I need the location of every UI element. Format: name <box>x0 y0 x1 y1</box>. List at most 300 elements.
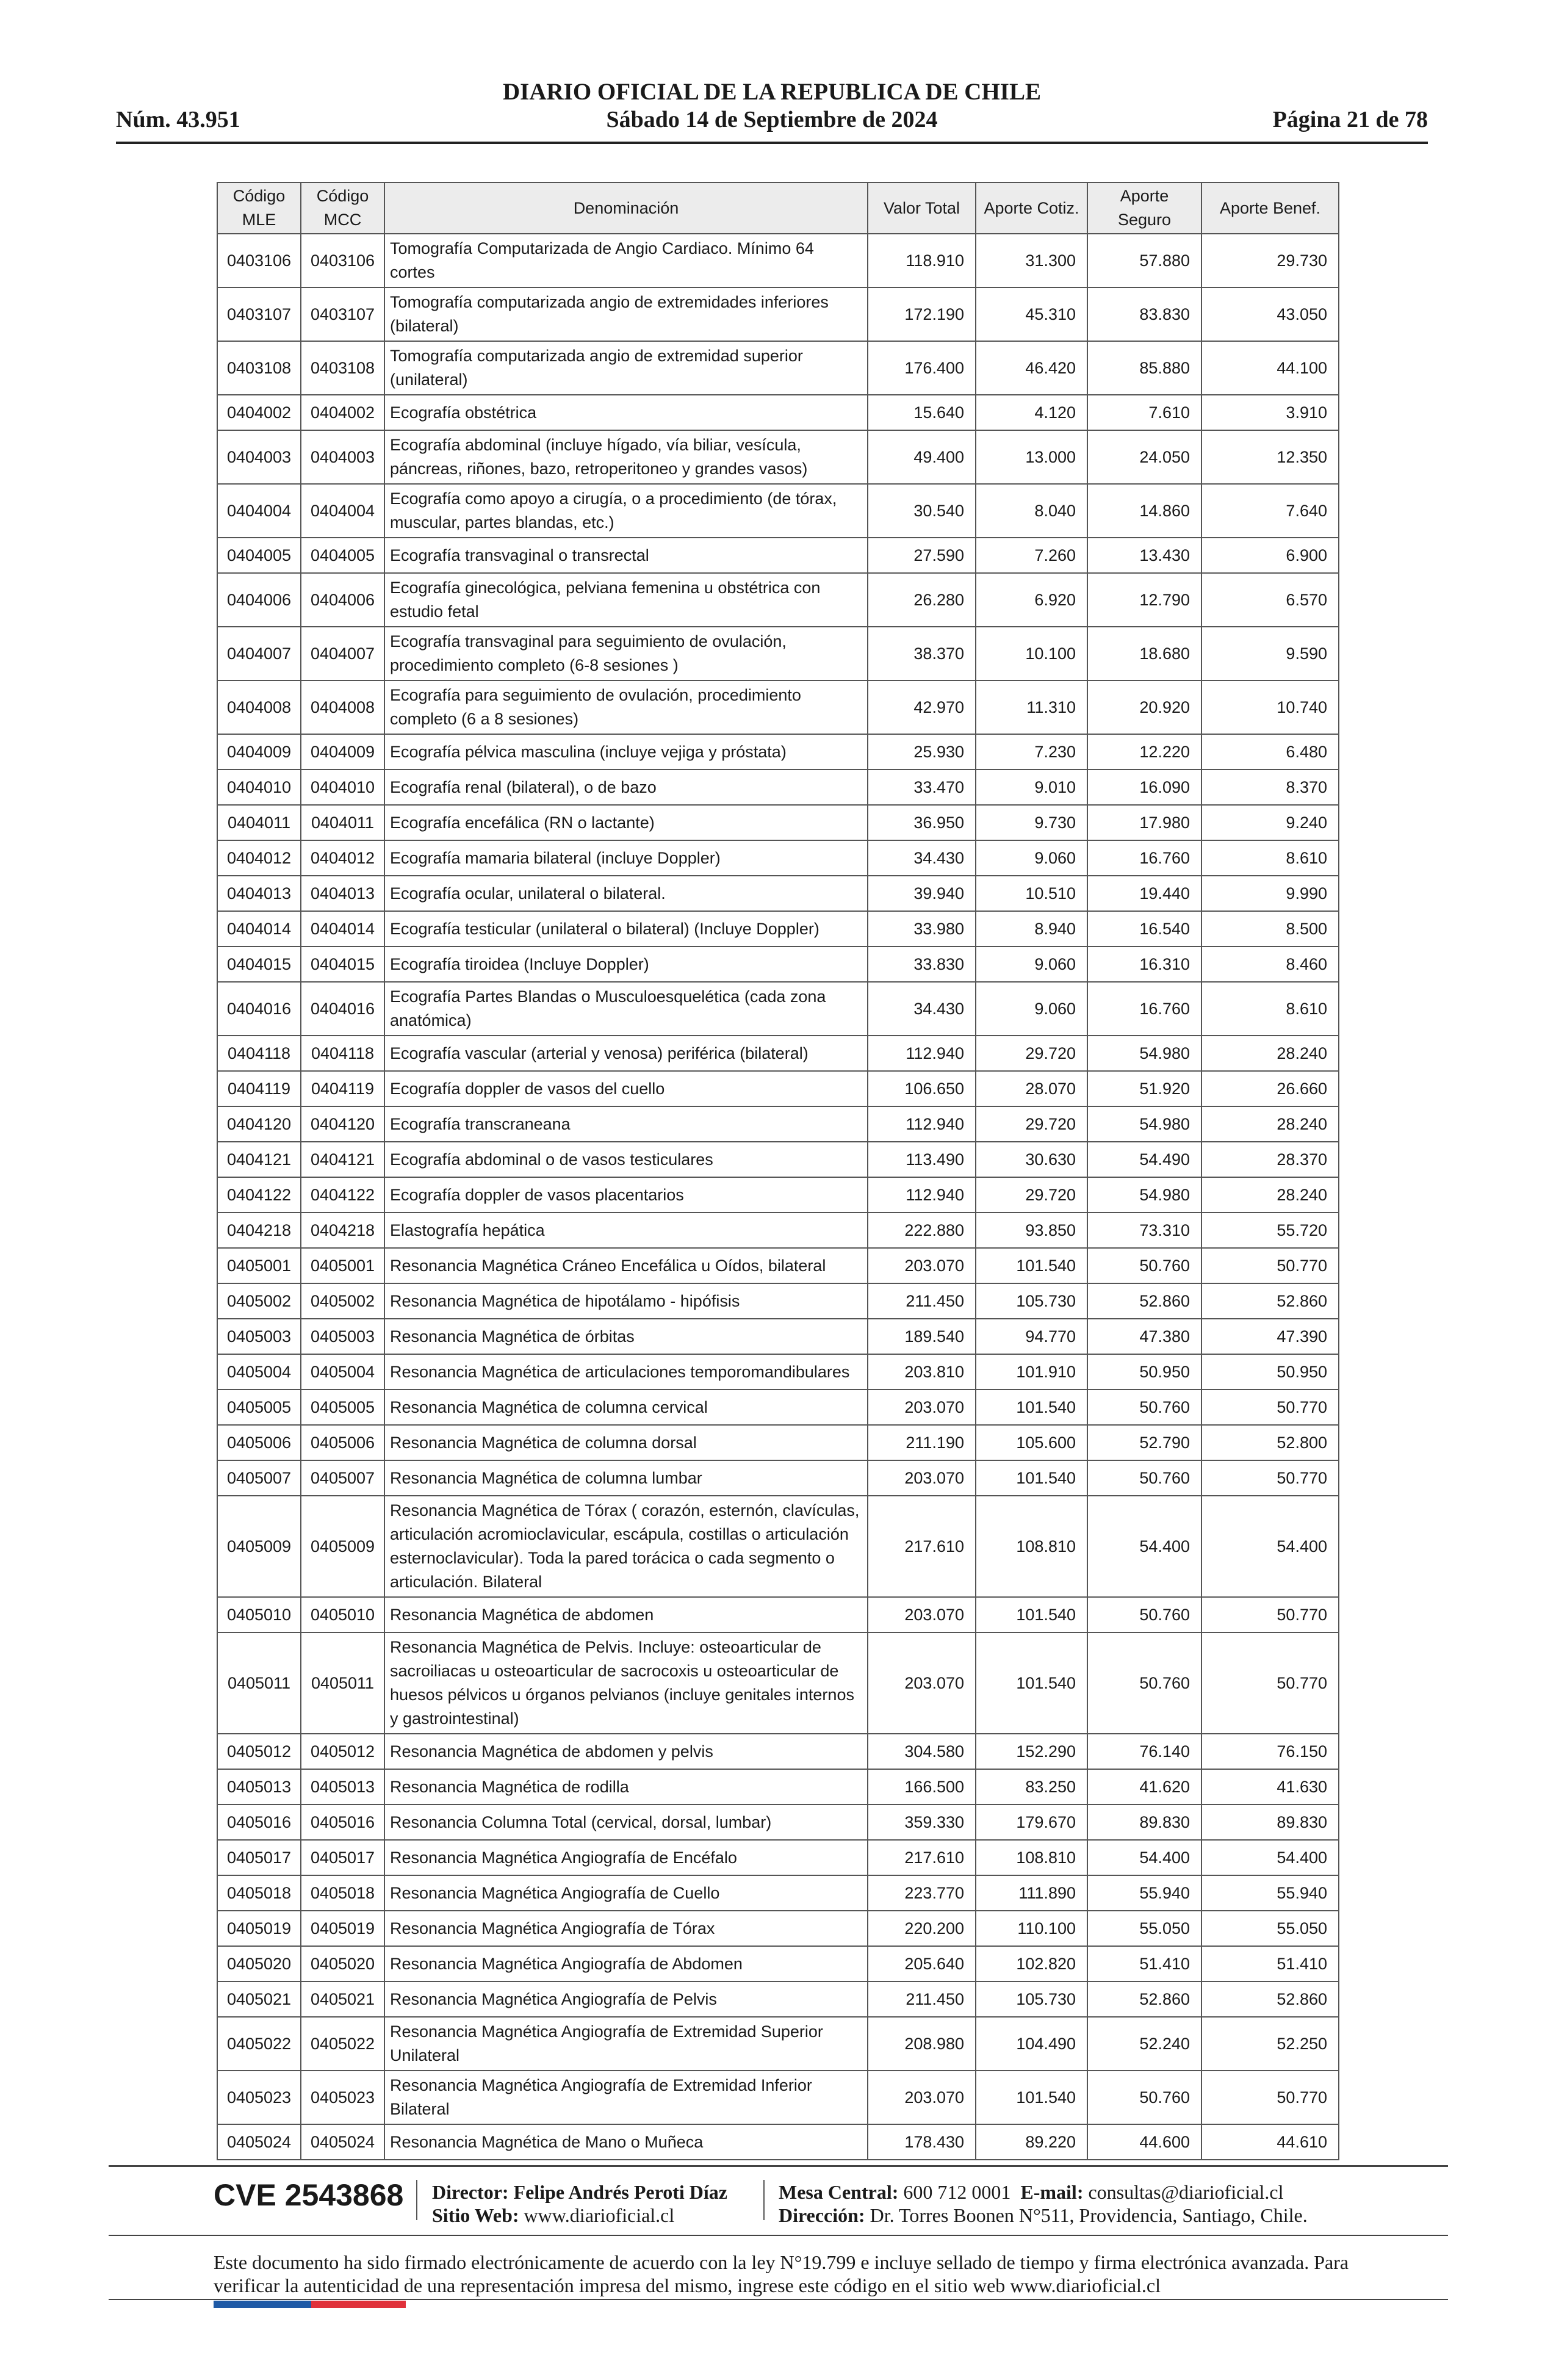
cell-valor-total: 112.940 <box>868 1177 976 1213</box>
cell-codigo-mcc: 0404002 <box>301 395 384 430</box>
cell-denominacion: Resonancia Magnética Cráneo Encefálica u Oídos, bilateral <box>384 1248 868 1283</box>
cell-aporte-cotiz: 29.720 <box>976 1177 1087 1213</box>
cell-aporte-cotiz: 9.060 <box>976 947 1087 982</box>
cell-aporte-cotiz: 46.420 <box>976 341 1087 395</box>
cell-aporte-cotiz: 105.600 <box>976 1425 1087 1460</box>
cell-codigo-mle: 0405018 <box>217 1875 301 1911</box>
cell-valor-total: 106.650 <box>868 1071 976 1106</box>
cell-aporte-cotiz: 8.940 <box>976 911 1087 947</box>
table-row <box>217 341 1339 395</box>
publication-title: DIARIO OFICIAL DE LA REPUBLICA DE CHILE <box>502 79 1041 105</box>
cell-aporte-cotiz: 10.100 <box>976 627 1087 680</box>
cell-aporte-benef: 8.610 <box>1201 982 1339 1036</box>
table-row <box>217 1354 1339 1390</box>
cell-valor-total: 203.070 <box>868 1460 976 1496</box>
cell-aporte-benef: 52.250 <box>1201 2017 1339 2071</box>
cell-valor-total: 166.500 <box>868 1769 976 1805</box>
cell-aporte-seguro: 24.050 <box>1087 430 1201 484</box>
cell-aporte-benef: 47.390 <box>1201 1319 1339 1354</box>
cell-valor-total: 33.470 <box>868 770 976 805</box>
brand-bar-red <box>311 2301 406 2308</box>
cell-aporte-seguro: 7.610 <box>1087 395 1201 430</box>
cell-valor-total: 189.540 <box>868 1319 976 1354</box>
cell-codigo-mle: 0405003 <box>217 1319 301 1354</box>
cell-codigo-mcc: 0403106 <box>301 234 384 287</box>
cell-codigo-mle: 0404122 <box>217 1177 301 1213</box>
table-row <box>217 1460 1339 1496</box>
cell-aporte-benef: 41.630 <box>1201 1769 1339 1805</box>
cell-denominacion: Elastografía hepática <box>384 1213 868 1248</box>
table-row <box>217 1106 1339 1142</box>
table-row <box>217 911 1339 947</box>
cell-aporte-cotiz: 111.890 <box>976 1875 1087 1911</box>
address-value: Dr. Torres Boonen N°511, Providencia, Santiago, Chile. <box>870 2204 1308 2226</box>
cell-codigo-mcc: 0404016 <box>301 982 384 1036</box>
cell-aporte-cotiz: 104.490 <box>976 2017 1087 2071</box>
table-row <box>217 627 1339 680</box>
cell-denominacion: Resonancia Magnética de rodilla <box>384 1769 868 1805</box>
cell-codigo-mle: 0405005 <box>217 1390 301 1425</box>
cell-codigo-mcc: 0405017 <box>301 1840 384 1875</box>
cell-codigo-mcc: 0404007 <box>301 627 384 680</box>
cell-codigo-mle: 0404120 <box>217 1106 301 1142</box>
table-row <box>217 287 1339 341</box>
cell-valor-total: 211.190 <box>868 1425 976 1460</box>
cell-aporte-cotiz: 108.810 <box>976 1840 1087 1875</box>
cell-codigo-mle: 0404121 <box>217 1142 301 1177</box>
cell-aporte-seguro: 41.620 <box>1087 1769 1201 1805</box>
table-row <box>217 1142 1339 1177</box>
cell-codigo-mcc: 0405020 <box>301 1946 384 1982</box>
cell-aporte-seguro: 54.490 <box>1087 1142 1201 1177</box>
table-row <box>217 982 1339 1036</box>
cell-aporte-cotiz: 94.770 <box>976 1319 1087 1354</box>
table-row <box>217 770 1339 805</box>
cell-denominacion: Ecografía transvaginal o transrectal <box>384 538 868 573</box>
table-row <box>217 2071 1339 2124</box>
cell-aporte-seguro: 12.220 <box>1087 734 1201 770</box>
cell-valor-total: 359.330 <box>868 1805 976 1840</box>
cell-codigo-mle: 0403107 <box>217 287 301 341</box>
cell-valor-total: 211.450 <box>868 1283 976 1319</box>
cell-aporte-cotiz: 101.540 <box>976 1460 1087 1496</box>
cell-aporte-benef: 52.800 <box>1201 1425 1339 1460</box>
cell-denominacion: Ecografía renal (bilateral), o de bazo <box>384 770 868 805</box>
cell-codigo-mcc: 0404005 <box>301 538 384 573</box>
cell-aporte-benef: 6.900 <box>1201 538 1339 573</box>
cell-denominacion: Resonancia Magnética Angiografía de Abdomen <box>384 1946 868 1982</box>
cell-denominacion: Ecografía transcraneana <box>384 1106 868 1142</box>
cell-aporte-benef: 28.370 <box>1201 1142 1339 1177</box>
cell-aporte-cotiz: 101.540 <box>976 1390 1087 1425</box>
cell-aporte-cotiz: 13.000 <box>976 430 1087 484</box>
cell-aporte-cotiz: 105.730 <box>976 1982 1087 2017</box>
director-name: Felipe Andrés Peroti Díaz <box>513 2181 727 2203</box>
cell-codigo-mcc: 0405022 <box>301 2017 384 2071</box>
cell-valor-total: 208.980 <box>868 2017 976 2071</box>
cell-codigo-mcc: 0404004 <box>301 484 384 538</box>
footer-director-block <box>432 2180 727 2227</box>
cell-aporte-seguro: 50.760 <box>1087 2071 1201 2124</box>
cell-aporte-cotiz: 9.730 <box>976 805 1087 840</box>
cell-aporte-benef: 7.640 <box>1201 484 1339 538</box>
cell-denominacion: Resonancia Magnética de Tórax ( corazón, esternón, clavículas, articulación acromioclavicular, escápula, costillas o articulación esternoclavicular). Toda la pared torácica o cada segmento o articulación. Bilateral <box>384 1496 868 1597</box>
cell-valor-total: 33.980 <box>868 911 976 947</box>
issue-date: Sábado 14 de Septiembre de 2024 <box>606 107 938 132</box>
cell-denominacion: Ecografía testicular (unilateral o bilateral) (Incluye Doppler) <box>384 911 868 947</box>
cell-denominacion: Resonancia Magnética Angiografía de Tórax <box>384 1911 868 1946</box>
cell-denominacion: Resonancia Magnética Angiografía de Cuello <box>384 1875 868 1911</box>
cell-aporte-benef: 28.240 <box>1201 1106 1339 1142</box>
cell-codigo-mle: 0405004 <box>217 1354 301 1390</box>
cell-valor-total: 33.830 <box>868 947 976 982</box>
table-row <box>217 1840 1339 1875</box>
col-header-denominacion: Denominación <box>384 182 868 234</box>
cell-aporte-cotiz: 31.300 <box>976 234 1087 287</box>
cell-codigo-mcc: 0405005 <box>301 1390 384 1425</box>
cell-codigo-mcc: 0404013 <box>301 876 384 911</box>
cell-codigo-mle: 0404007 <box>217 627 301 680</box>
table-row <box>217 234 1339 287</box>
table-row <box>217 840 1339 876</box>
page-number: Página 21 de 78 <box>1272 107 1428 132</box>
table-header-row <box>217 182 1339 234</box>
cell-denominacion: Resonancia Magnética de órbitas <box>384 1319 868 1354</box>
cell-denominacion: Resonancia Magnética de articulaciones temporomandibulares <box>384 1354 868 1390</box>
cell-aporte-benef: 26.660 <box>1201 1071 1339 1106</box>
cell-codigo-mle: 0404004 <box>217 484 301 538</box>
cell-codigo-mcc: 0405012 <box>301 1734 384 1769</box>
cell-denominacion: Ecografía para seguimiento de ovulación, procedimiento completo (6 a 8 sesiones) <box>384 680 868 734</box>
cell-codigo-mle: 0405021 <box>217 1982 301 2017</box>
cell-denominacion: Ecografía vascular (arterial y venosa) periférica (bilateral) <box>384 1036 868 1071</box>
table-row <box>217 573 1339 627</box>
col-header-aporte-cotiz: Aporte Cotiz. <box>976 182 1087 234</box>
cell-denominacion: Ecografía obstétrica <box>384 395 868 430</box>
cell-aporte-cotiz: 101.540 <box>976 1248 1087 1283</box>
cell-aporte-benef: 29.730 <box>1201 234 1339 287</box>
cell-aporte-seguro: 52.240 <box>1087 2017 1201 2071</box>
cell-aporte-seguro: 55.050 <box>1087 1911 1201 1946</box>
cell-codigo-mcc: 0405001 <box>301 1248 384 1283</box>
cell-codigo-mle: 0405020 <box>217 1946 301 1982</box>
cell-aporte-benef: 50.770 <box>1201 1248 1339 1283</box>
cell-valor-total: 34.430 <box>868 840 976 876</box>
cell-aporte-seguro: 13.430 <box>1087 538 1201 573</box>
table-row <box>217 734 1339 770</box>
cell-codigo-mcc: 0404006 <box>301 573 384 627</box>
page-header <box>116 74 1428 145</box>
cell-denominacion: Ecografía transvaginal para seguimiento de ovulación, procedimiento completo (6-8 sesiones ) <box>384 627 868 680</box>
cell-denominacion: Ecografía abdominal (incluye hígado, vía biliar, vesícula, páncreas, riñones, bazo, retroperitoneo y grandes vasos) <box>384 430 868 484</box>
table-row <box>217 1071 1339 1106</box>
cell-codigo-mle: 0404005 <box>217 538 301 573</box>
table-row <box>217 1632 1339 1734</box>
cell-valor-total: 203.070 <box>868 2071 976 2124</box>
cell-codigo-mle: 0404009 <box>217 734 301 770</box>
table-row <box>217 1769 1339 1805</box>
cell-codigo-mle: 0404002 <box>217 395 301 430</box>
cell-aporte-seguro: 52.860 <box>1087 1982 1201 2017</box>
cell-aporte-cotiz: 10.510 <box>976 876 1087 911</box>
cell-codigo-mcc: 0404014 <box>301 911 384 947</box>
cell-codigo-mle: 0405013 <box>217 1769 301 1805</box>
cell-aporte-cotiz: 102.820 <box>976 1946 1087 1982</box>
mesa-label: Mesa Central: <box>779 2181 899 2203</box>
table-row <box>217 430 1339 484</box>
cell-aporte-seguro: 17.980 <box>1087 805 1201 840</box>
cell-codigo-mcc: 0404009 <box>301 734 384 770</box>
table-row <box>217 1390 1339 1425</box>
cell-valor-total: 49.400 <box>868 430 976 484</box>
footer-bottom-divider <box>109 2299 1448 2300</box>
cell-aporte-seguro: 50.950 <box>1087 1354 1201 1390</box>
table-row <box>217 876 1339 911</box>
cell-denominacion: Ecografía doppler de vasos del cuello <box>384 1071 868 1106</box>
cell-codigo-mle: 0404010 <box>217 770 301 805</box>
cell-denominacion: Resonancia Magnética de Pelvis. Incluye: osteoarticular de sacroiliacas u osteoarticular de sacrocoxis u osteoarticular de huesos pélvicos u órganos pelvianos (incluye genitales internos y gastrointestinal) <box>384 1632 868 1734</box>
table-row <box>217 1213 1339 1248</box>
table-row <box>217 1496 1339 1597</box>
director-label: Director: <box>432 2181 509 2203</box>
email-link[interactable]: consultas@diarioficial.cl <box>1088 2181 1284 2203</box>
cell-denominacion: Ecografía pélvica masculina (incluye vejiga y próstata) <box>384 734 868 770</box>
cell-aporte-seguro: 19.440 <box>1087 876 1201 911</box>
cell-codigo-mcc: 0405023 <box>301 2071 384 2124</box>
cell-codigo-mcc: 0404118 <box>301 1036 384 1071</box>
cell-valor-total: 25.930 <box>868 734 976 770</box>
cell-aporte-benef: 55.940 <box>1201 1875 1339 1911</box>
cell-valor-total: 112.940 <box>868 1106 976 1142</box>
footer-separator <box>763 2180 765 2220</box>
cell-codigo-mle: 0404012 <box>217 840 301 876</box>
cell-codigo-mle: 0405009 <box>217 1496 301 1597</box>
cell-codigo-mcc: 0405011 <box>301 1632 384 1734</box>
cell-denominacion: Resonancia Magnética de columna lumbar <box>384 1460 868 1496</box>
cell-codigo-mcc: 0404011 <box>301 805 384 840</box>
table-row <box>217 538 1339 573</box>
col-header-aporte-benef: Aporte Benef. <box>1201 182 1339 234</box>
cell-codigo-mcc: 0404008 <box>301 680 384 734</box>
cell-aporte-benef: 50.950 <box>1201 1354 1339 1390</box>
footer-mid-divider <box>109 2235 1448 2236</box>
cell-aporte-benef: 50.770 <box>1201 1390 1339 1425</box>
table-row <box>217 805 1339 840</box>
cell-codigo-mle: 0404003 <box>217 430 301 484</box>
cell-aporte-cotiz: 4.120 <box>976 395 1087 430</box>
cell-valor-total: 203.070 <box>868 1597 976 1632</box>
cell-aporte-cotiz: 8.040 <box>976 484 1087 538</box>
web-link[interactable]: www.diarioficial.cl <box>524 2204 675 2226</box>
table-row <box>217 1911 1339 1946</box>
table-row <box>217 1283 1339 1319</box>
cell-aporte-benef: 8.370 <box>1201 770 1339 805</box>
cell-denominacion: Resonancia Columna Total (cervical, dorsal, lumbar) <box>384 1805 868 1840</box>
cell-aporte-seguro: 20.920 <box>1087 680 1201 734</box>
cell-aporte-seguro: 54.980 <box>1087 1036 1201 1071</box>
cell-aporte-benef: 44.610 <box>1201 2124 1339 2160</box>
cell-codigo-mle: 0405019 <box>217 1911 301 1946</box>
cell-denominacion: Ecografía doppler de vasos placentarios <box>384 1177 868 1213</box>
cell-denominacion: Tomografía computarizada angio de extremidad superior (unilateral) <box>384 341 868 395</box>
cell-codigo-mle: 0404119 <box>217 1071 301 1106</box>
email-label: E-mail: <box>1020 2181 1084 2203</box>
cell-valor-total: 172.190 <box>868 287 976 341</box>
cell-aporte-benef: 3.910 <box>1201 395 1339 430</box>
cell-denominacion: Resonancia Magnética de columna dorsal <box>384 1425 868 1460</box>
cell-codigo-mle: 0403108 <box>217 341 301 395</box>
cell-denominacion: Tomografía Computarizada de Angio Cardiaco. Mínimo 64 cortes <box>384 234 868 287</box>
cell-aporte-cotiz: 101.540 <box>976 2071 1087 2124</box>
cell-codigo-mcc: 0405019 <box>301 1911 384 1946</box>
cell-aporte-seguro: 52.860 <box>1087 1283 1201 1319</box>
cell-aporte-seguro: 16.090 <box>1087 770 1201 805</box>
cell-valor-total: 38.370 <box>868 627 976 680</box>
cell-valor-total: 211.450 <box>868 1982 976 2017</box>
cell-valor-total: 217.610 <box>868 1496 976 1597</box>
cell-aporte-benef: 44.100 <box>1201 341 1339 395</box>
cell-aporte-cotiz: 108.810 <box>976 1496 1087 1597</box>
header-divider <box>116 142 1428 144</box>
cell-aporte-seguro: 51.410 <box>1087 1946 1201 1982</box>
cell-aporte-cotiz: 101.910 <box>976 1354 1087 1390</box>
cell-aporte-benef: 28.240 <box>1201 1177 1339 1213</box>
cell-codigo-mle: 0403106 <box>217 234 301 287</box>
tariff-table <box>217 182 1339 2160</box>
cell-aporte-cotiz: 7.230 <box>976 734 1087 770</box>
cell-aporte-seguro: 54.980 <box>1087 1106 1201 1142</box>
cell-aporte-benef: 28.240 <box>1201 1036 1339 1071</box>
cell-valor-total: 15.640 <box>868 395 976 430</box>
cell-codigo-mle: 0404011 <box>217 805 301 840</box>
cell-aporte-seguro: 50.760 <box>1087 1248 1201 1283</box>
table-row <box>217 1734 1339 1769</box>
table-row <box>217 1425 1339 1460</box>
cell-codigo-mcc: 0405009 <box>301 1496 384 1597</box>
cell-aporte-seguro: 54.400 <box>1087 1496 1201 1597</box>
cell-denominacion: Ecografía como apoyo a cirugía, o a procedimiento (de tórax, muscular, partes blandas, etc.) <box>384 484 868 538</box>
cell-aporte-cotiz: 105.730 <box>976 1283 1087 1319</box>
cell-aporte-seguro: 50.760 <box>1087 1632 1201 1734</box>
cell-aporte-seguro: 73.310 <box>1087 1213 1201 1248</box>
cell-codigo-mcc: 0404121 <box>301 1142 384 1177</box>
cell-aporte-seguro: 51.920 <box>1087 1071 1201 1106</box>
cell-aporte-benef: 50.770 <box>1201 1460 1339 1496</box>
cell-denominacion: Ecografía mamaria bilateral (incluye Doppler) <box>384 840 868 876</box>
cell-denominacion: Resonancia Magnética Angiografía de Extremidad Inferior Bilateral <box>384 2071 868 2124</box>
cell-valor-total: 304.580 <box>868 1734 976 1769</box>
cell-aporte-seguro: 16.310 <box>1087 947 1201 982</box>
cell-valor-total: 36.950 <box>868 805 976 840</box>
cell-aporte-cotiz: 7.260 <box>976 538 1087 573</box>
cell-codigo-mcc: 0404120 <box>301 1106 384 1142</box>
cell-codigo-mle: 0404218 <box>217 1213 301 1248</box>
cell-codigo-mcc: 0403108 <box>301 341 384 395</box>
cell-codigo-mcc: 0405006 <box>301 1425 384 1460</box>
cell-codigo-mcc: 0405007 <box>301 1460 384 1496</box>
cell-codigo-mcc: 0405021 <box>301 1982 384 2017</box>
cell-aporte-benef: 9.590 <box>1201 627 1339 680</box>
cell-aporte-cotiz: 9.010 <box>976 770 1087 805</box>
cell-codigo-mle: 0405012 <box>217 1734 301 1769</box>
cell-aporte-seguro: 12.790 <box>1087 573 1201 627</box>
table-row <box>217 1248 1339 1283</box>
cell-codigo-mcc: 0405024 <box>301 2124 384 2160</box>
cell-aporte-seguro: 44.600 <box>1087 2124 1201 2160</box>
cell-codigo-mle: 0405023 <box>217 2071 301 2124</box>
cell-aporte-cotiz: 29.720 <box>976 1036 1087 1071</box>
cell-codigo-mle: 0405016 <box>217 1805 301 1840</box>
cell-denominacion: Ecografía ginecológica, pelviana femenina u obstétrica con estudio fetal <box>384 573 868 627</box>
cell-aporte-benef: 50.770 <box>1201 1597 1339 1632</box>
footer-contact-block <box>779 2180 1308 2227</box>
cell-aporte-cotiz: 9.060 <box>976 840 1087 876</box>
cell-denominacion: Ecografía abdominal o de vasos testiculares <box>384 1142 868 1177</box>
cell-codigo-mcc: 0404010 <box>301 770 384 805</box>
table-row <box>217 1875 1339 1911</box>
cell-aporte-cotiz: 29.720 <box>976 1106 1087 1142</box>
cell-aporte-seguro: 54.400 <box>1087 1840 1201 1875</box>
cell-valor-total: 42.970 <box>868 680 976 734</box>
cell-aporte-benef: 9.240 <box>1201 805 1339 840</box>
legal-notice: Este documento ha sido firmado electrónicamente de acuerdo con la ley N°19.799 e incluye sellado de tiempo y firma electrónica avanzada. Para verificar la autenticidad de una representación impresa del mismo, ingrese este código en el sitio web www.diarioficial.cl <box>214 2251 1349 2296</box>
cell-codigo-mcc: 0405018 <box>301 1875 384 1911</box>
table-body <box>217 234 1339 2160</box>
cell-valor-total: 176.400 <box>868 341 976 395</box>
table-row <box>217 1805 1339 1840</box>
table-row <box>217 1946 1339 1982</box>
cell-valor-total: 39.940 <box>868 876 976 911</box>
cell-denominacion: Resonancia Magnética Angiografía de Pelvis <box>384 1982 868 2017</box>
table-row <box>217 680 1339 734</box>
cell-valor-total: 112.940 <box>868 1036 976 1071</box>
cell-aporte-seguro: 76.140 <box>1087 1734 1201 1769</box>
cell-aporte-seguro: 85.880 <box>1087 341 1201 395</box>
cell-valor-total: 203.070 <box>868 1390 976 1425</box>
cell-denominacion: Resonancia Magnética de columna cervical <box>384 1390 868 1425</box>
cell-aporte-cotiz: 101.540 <box>976 1597 1087 1632</box>
cell-valor-total: 26.280 <box>868 573 976 627</box>
cell-valor-total: 178.430 <box>868 2124 976 2160</box>
cell-codigo-mcc: 0405003 <box>301 1319 384 1354</box>
cell-aporte-benef: 50.770 <box>1201 1632 1339 1734</box>
cell-valor-total: 223.770 <box>868 1875 976 1911</box>
cell-aporte-benef: 89.830 <box>1201 1805 1339 1840</box>
cell-valor-total: 30.540 <box>868 484 976 538</box>
cell-valor-total: 220.200 <box>868 1911 976 1946</box>
brand-bar-blue <box>214 2301 311 2308</box>
table-row <box>217 1319 1339 1354</box>
cell-codigo-mcc: 0404119 <box>301 1071 384 1106</box>
cell-denominacion: Resonancia Magnética de Mano o Muñeca <box>384 2124 868 2160</box>
table-row <box>217 2124 1339 2160</box>
cell-denominacion: Resonancia Magnética de abdomen <box>384 1597 868 1632</box>
cell-codigo-mcc: 0405004 <box>301 1354 384 1390</box>
cell-aporte-seguro: 52.790 <box>1087 1425 1201 1460</box>
cell-codigo-mcc: 0404122 <box>301 1177 384 1213</box>
table-row <box>217 1036 1339 1071</box>
cell-aporte-seguro: 57.880 <box>1087 234 1201 287</box>
cell-aporte-seguro: 89.830 <box>1087 1805 1201 1840</box>
cell-codigo-mle: 0404016 <box>217 982 301 1036</box>
cell-aporte-seguro: 16.540 <box>1087 911 1201 947</box>
table-row <box>217 947 1339 982</box>
cell-valor-total: 222.880 <box>868 1213 976 1248</box>
cell-aporte-benef: 6.480 <box>1201 734 1339 770</box>
cell-denominacion: Ecografía encefálica (RN o lactante) <box>384 805 868 840</box>
cell-codigo-mcc: 0405013 <box>301 1769 384 1805</box>
table-row <box>217 395 1339 430</box>
